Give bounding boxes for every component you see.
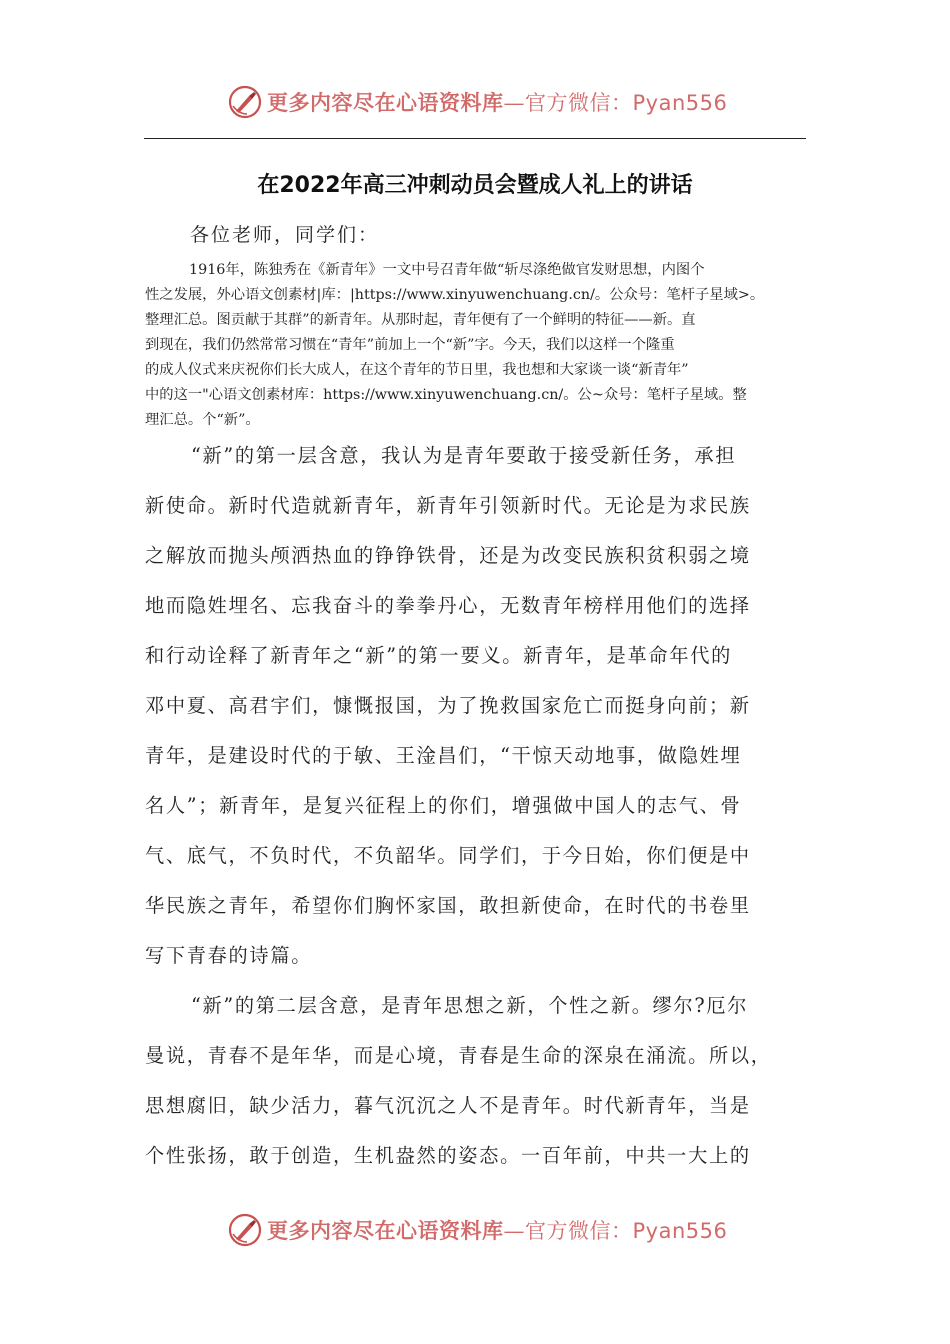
body-line: 曼说，青春不是年华，而是心境，青春是生命的深泉在涌流。所以，	[145, 1044, 772, 1067]
intro-line: 中的这一"心语文创素材库：https://www.xinyuwenchuang.cn/。公~众号：笔杆子星域。整	[145, 387, 747, 403]
body-line: “新”的第二层含意，是青年思想之新，个性之新。缪尔?厄尔	[191, 994, 749, 1017]
banner-dash: —	[503, 91, 525, 115]
body-line: 个性张扬，敢于创造，生机盎然的姿态。一百年前，中共一大上的	[145, 1144, 751, 1167]
intro-line: 的成人仪式来庆祝你们长大成人，在这个青年的节日里，我也想和大家谈一谈“新青年”	[145, 362, 689, 378]
body-line: 写下青春的诗篇。	[145, 944, 313, 967]
body-line: 地而隐姓埋名、忘我奋斗的拳拳丹心，无数青年榜样用他们的选择	[145, 594, 751, 617]
banner-wechat-label: 官方微信：	[525, 1219, 633, 1243]
page-title: 在2022年高三冲刺动员会暨成人礼上的讲话	[257, 173, 693, 198]
footer-banner	[0, 1208, 950, 1252]
header-banner	[0, 80, 950, 124]
body-line: 华民族之青年，希望你们胸怀家国，敢担新使命，在时代的书卷里	[145, 894, 751, 917]
intro-line: 理汇总。个“新”。	[145, 412, 260, 428]
body-line: 和行动诠释了新青年之“新”的第一要义。新青年，是革命年代的	[145, 644, 732, 667]
intro-paragraph	[145, 258, 810, 433]
banner-text	[267, 1215, 727, 1245]
banner-dash: —	[503, 1219, 525, 1243]
body-line: 气、底气，不负时代，不负韶华。同学们，于今日始，你们便是中	[145, 844, 751, 867]
banner-wechat-id: Pyan556	[632, 1219, 728, 1243]
banner-prefix: 更多内容尽在心语资料库	[267, 1218, 504, 1243]
intro-line: 性之发展，外心语文创素材|库：|https://www.xinyuwenchuang.cn/。公众号：笔杆子星域>。	[145, 287, 765, 303]
body-line: “新”的第一层含意，我认为是青年要敢于接受新任务，承担	[191, 444, 737, 467]
body-line: 新使命。新时代造就新青年，新青年引领新时代。无论是为求民族	[145, 494, 751, 517]
pen-circle-logo-icon	[227, 84, 263, 120]
body-line: 邓中夏、高君宇们，慷慨报国，为了挽救国家危亡而挺身向前；新	[145, 694, 751, 717]
body-text	[145, 440, 810, 1190]
header-divider	[144, 138, 806, 139]
banner-wechat-id: Pyan556	[632, 91, 728, 115]
intro-line: 整理汇总。图贡献于其群”的新青年。从那时起，青年便有了一个鲜明的特征——新。直	[145, 312, 696, 328]
body-line: 青年，是建设时代的于敏、王淦昌们，“干惊天动地事，做隐姓埋	[145, 744, 742, 767]
greeting: 各位老师，同学们：	[190, 224, 380, 246]
body-line: 名人”；新青年，是复兴征程上的你们，增强做中国人的志气、骨	[145, 794, 742, 817]
body-line: 思想腐旧，缺少活力，暮气沉沉之人不是青年。时代新青年，当是	[145, 1094, 751, 1117]
banner-wechat-label: 官方微信：	[525, 91, 633, 115]
banner-prefix: 更多内容尽在心语资料库	[267, 90, 504, 115]
intro-line: 1916年，陈独秀在《新青年》一文中号召青年做“斩尽涤绝做官发财思想，内图个	[189, 262, 705, 278]
banner-text	[267, 87, 727, 117]
pen-circle-logo-icon	[227, 1212, 263, 1248]
intro-line: 到现在，我们仍然常常习惯在“青年”前加上一个“新”字。今天，我们以这样一个隆重	[145, 337, 675, 353]
body-line: 之解放而抛头颅洒热血的铮铮铁骨，还是为改变民族积贫积弱之境	[145, 544, 751, 567]
